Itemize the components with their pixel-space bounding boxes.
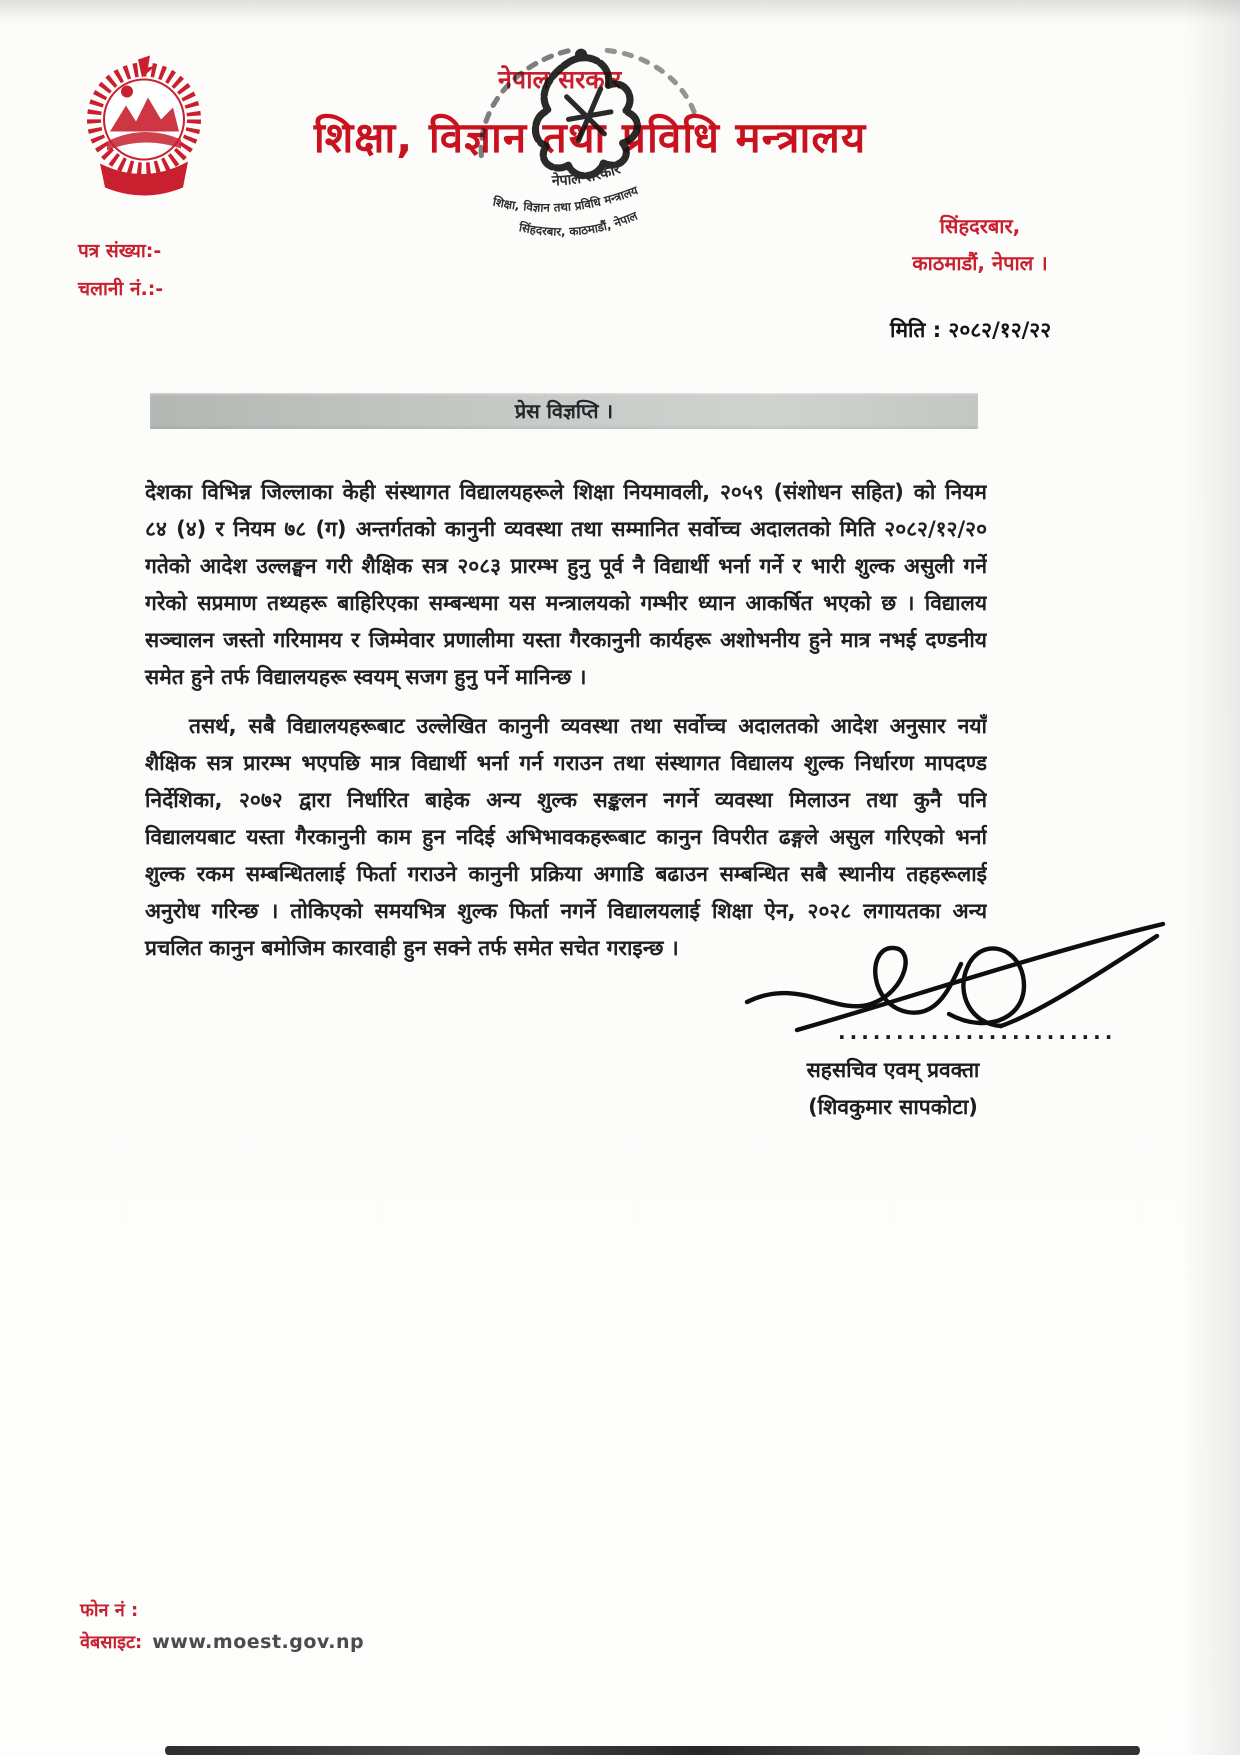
body-line: शैक्षिक सत्र प्रारम्भ भएपछि मात्र विद्यार्थी भर्ना गर्न गराउन तथा संस्थागत विद्यालय शुल्क निर्धारण मापदण्ड <box>145 751 987 775</box>
body-line: तसर्थ, सबै विद्यालयहरूबाट उल्लेखित कानुनी व्यवस्था तथा सर्वोच्च अदालतको आदेश अनुसार नयाँ <box>189 714 987 738</box>
website-url: www.moest.gov.np <box>152 1631 365 1653</box>
handwritten-signature-icon <box>738 918 1170 1048</box>
address-block <box>895 208 1065 282</box>
website-row <box>80 1630 364 1654</box>
ref-number-label: पत्र संख्या:- <box>78 240 162 262</box>
date-line: मिति : २०८२/१२/२२ <box>890 318 1052 342</box>
phone-label: फोन नं : <box>80 1600 139 1621</box>
address-line-1: सिंहदरबार, <box>939 214 1021 238</box>
paragraph-1 <box>145 474 987 696</box>
reference-block <box>78 232 163 308</box>
body-line: गरेको सप्रमाण तथ्यहरू बाहिरिएका सम्बन्धमा यस मन्त्रालयको गम्भीर ध्यान आकर्षित भएको छ । विद्यालय <box>145 591 987 615</box>
signatory-name: (शिवकुमार सापकोटा) <box>808 1095 978 1119</box>
body-line: देशका विभिन्न जिल्लाका केही संस्थागत विद्यालयहरूले शिक्षा नियमावली, २०५९ (संशोधन सहित) को नियम <box>145 480 987 504</box>
scan-edge-shadow-right <box>1182 0 1240 1755</box>
dispatch-number-label: चलानी नं.:- <box>78 278 164 300</box>
body-line: विद्यालयबाट यस्ता गैरकानुनी काम हुन नदिई अभिभावकहरूबाट कानुन विपरीत ढङ्गले असुल गरिएको भर्ना <box>145 825 987 849</box>
ministry-title: शिक्षा, विज्ञान तथा प्रविधि मन्त्रालय <box>313 113 867 162</box>
signature-dotted-line: ........................ <box>838 1020 1117 1044</box>
body-line: ८४ (४) र नियम ७८ (ग) अन्तर्गतको कानुनी व्यवस्था तथा सम्मानित सर्वोच्च अदालतको मिति २०८२/१२/२० <box>145 517 987 541</box>
body-line: गतेको आदेश उल्लङ्घन गरी शैक्षिक सत्र २०८३ प्रारम्भ हुनु पूर्व नै विद्यार्थी भर्ना गर्ने र भारी शुल्क असुली गर्ने <box>145 554 987 578</box>
stamp-text-address: सिंहदरबार, काठमाडौं, नेपाल <box>517 208 640 239</box>
scan-edge-shadow-top <box>0 0 1240 20</box>
body-line: शुल्क रकम सम्बन्धितलाई फिर्ता गराउने कानुनी प्रक्रिया अगाडि बढाउन सम्बन्धित सबै स्थानीय तहहरूलाई <box>145 862 987 886</box>
stamp-text-government: नेपाल सरकार <box>551 161 623 190</box>
body-line: अनुरोध गरिन्छ । तोकिएको समयभित्र शुल्क फिर्ता नगर्ने विद्यालयलाई शिक्षा ऐन, २०२८ लगायतका अन्य <box>145 899 987 923</box>
press-release-band: प्रेस विज्ञप्ति । <box>150 393 978 429</box>
svg-text:नेपाल सरकार <box>548 159 624 192</box>
body-line: समेत हुने तर्फ विद्यालयहरू स्वयम् सजग हुनु पर्ने मानिन्छ । <box>145 665 587 689</box>
body-line: निर्देशिका, २०७२ द्वारा निर्धारित बाहेक अन्य शुल्क सङ्कलन नगर्ने व्यवस्था मिलाउन तथा कुनै पनि <box>145 788 987 812</box>
signatory-block <box>752 1052 1034 1126</box>
ministry-stamp-icon <box>444 19 735 285</box>
address-line-2: काठमाडौं, नेपाल । <box>912 251 1048 275</box>
stamp-text-ministry: शिक्षा, विज्ञान तथा प्रविधि मन्त्रालय <box>491 183 640 215</box>
signatory-title: सहसचिव एवम् प्रवक्ता <box>806 1058 980 1082</box>
government-name: नेपाल सरकार <box>498 65 622 94</box>
body-line: प्रचलित कानुन बमोजिम कारवाही हुन सक्ने तर्फ समेत सचेत गराइन्छ । <box>145 936 679 960</box>
website-label: वेबसाइट: <box>80 1632 143 1653</box>
scan-bottom-artifact <box>165 1746 1140 1755</box>
body-line: सञ्चालन जस्तो गरिमामय र जिम्मेवार प्रणालीमा यस्ता गैरकानुनी कार्यहरू अशोभनीय हुने मात्र नभई दण्डनीय <box>145 628 987 652</box>
